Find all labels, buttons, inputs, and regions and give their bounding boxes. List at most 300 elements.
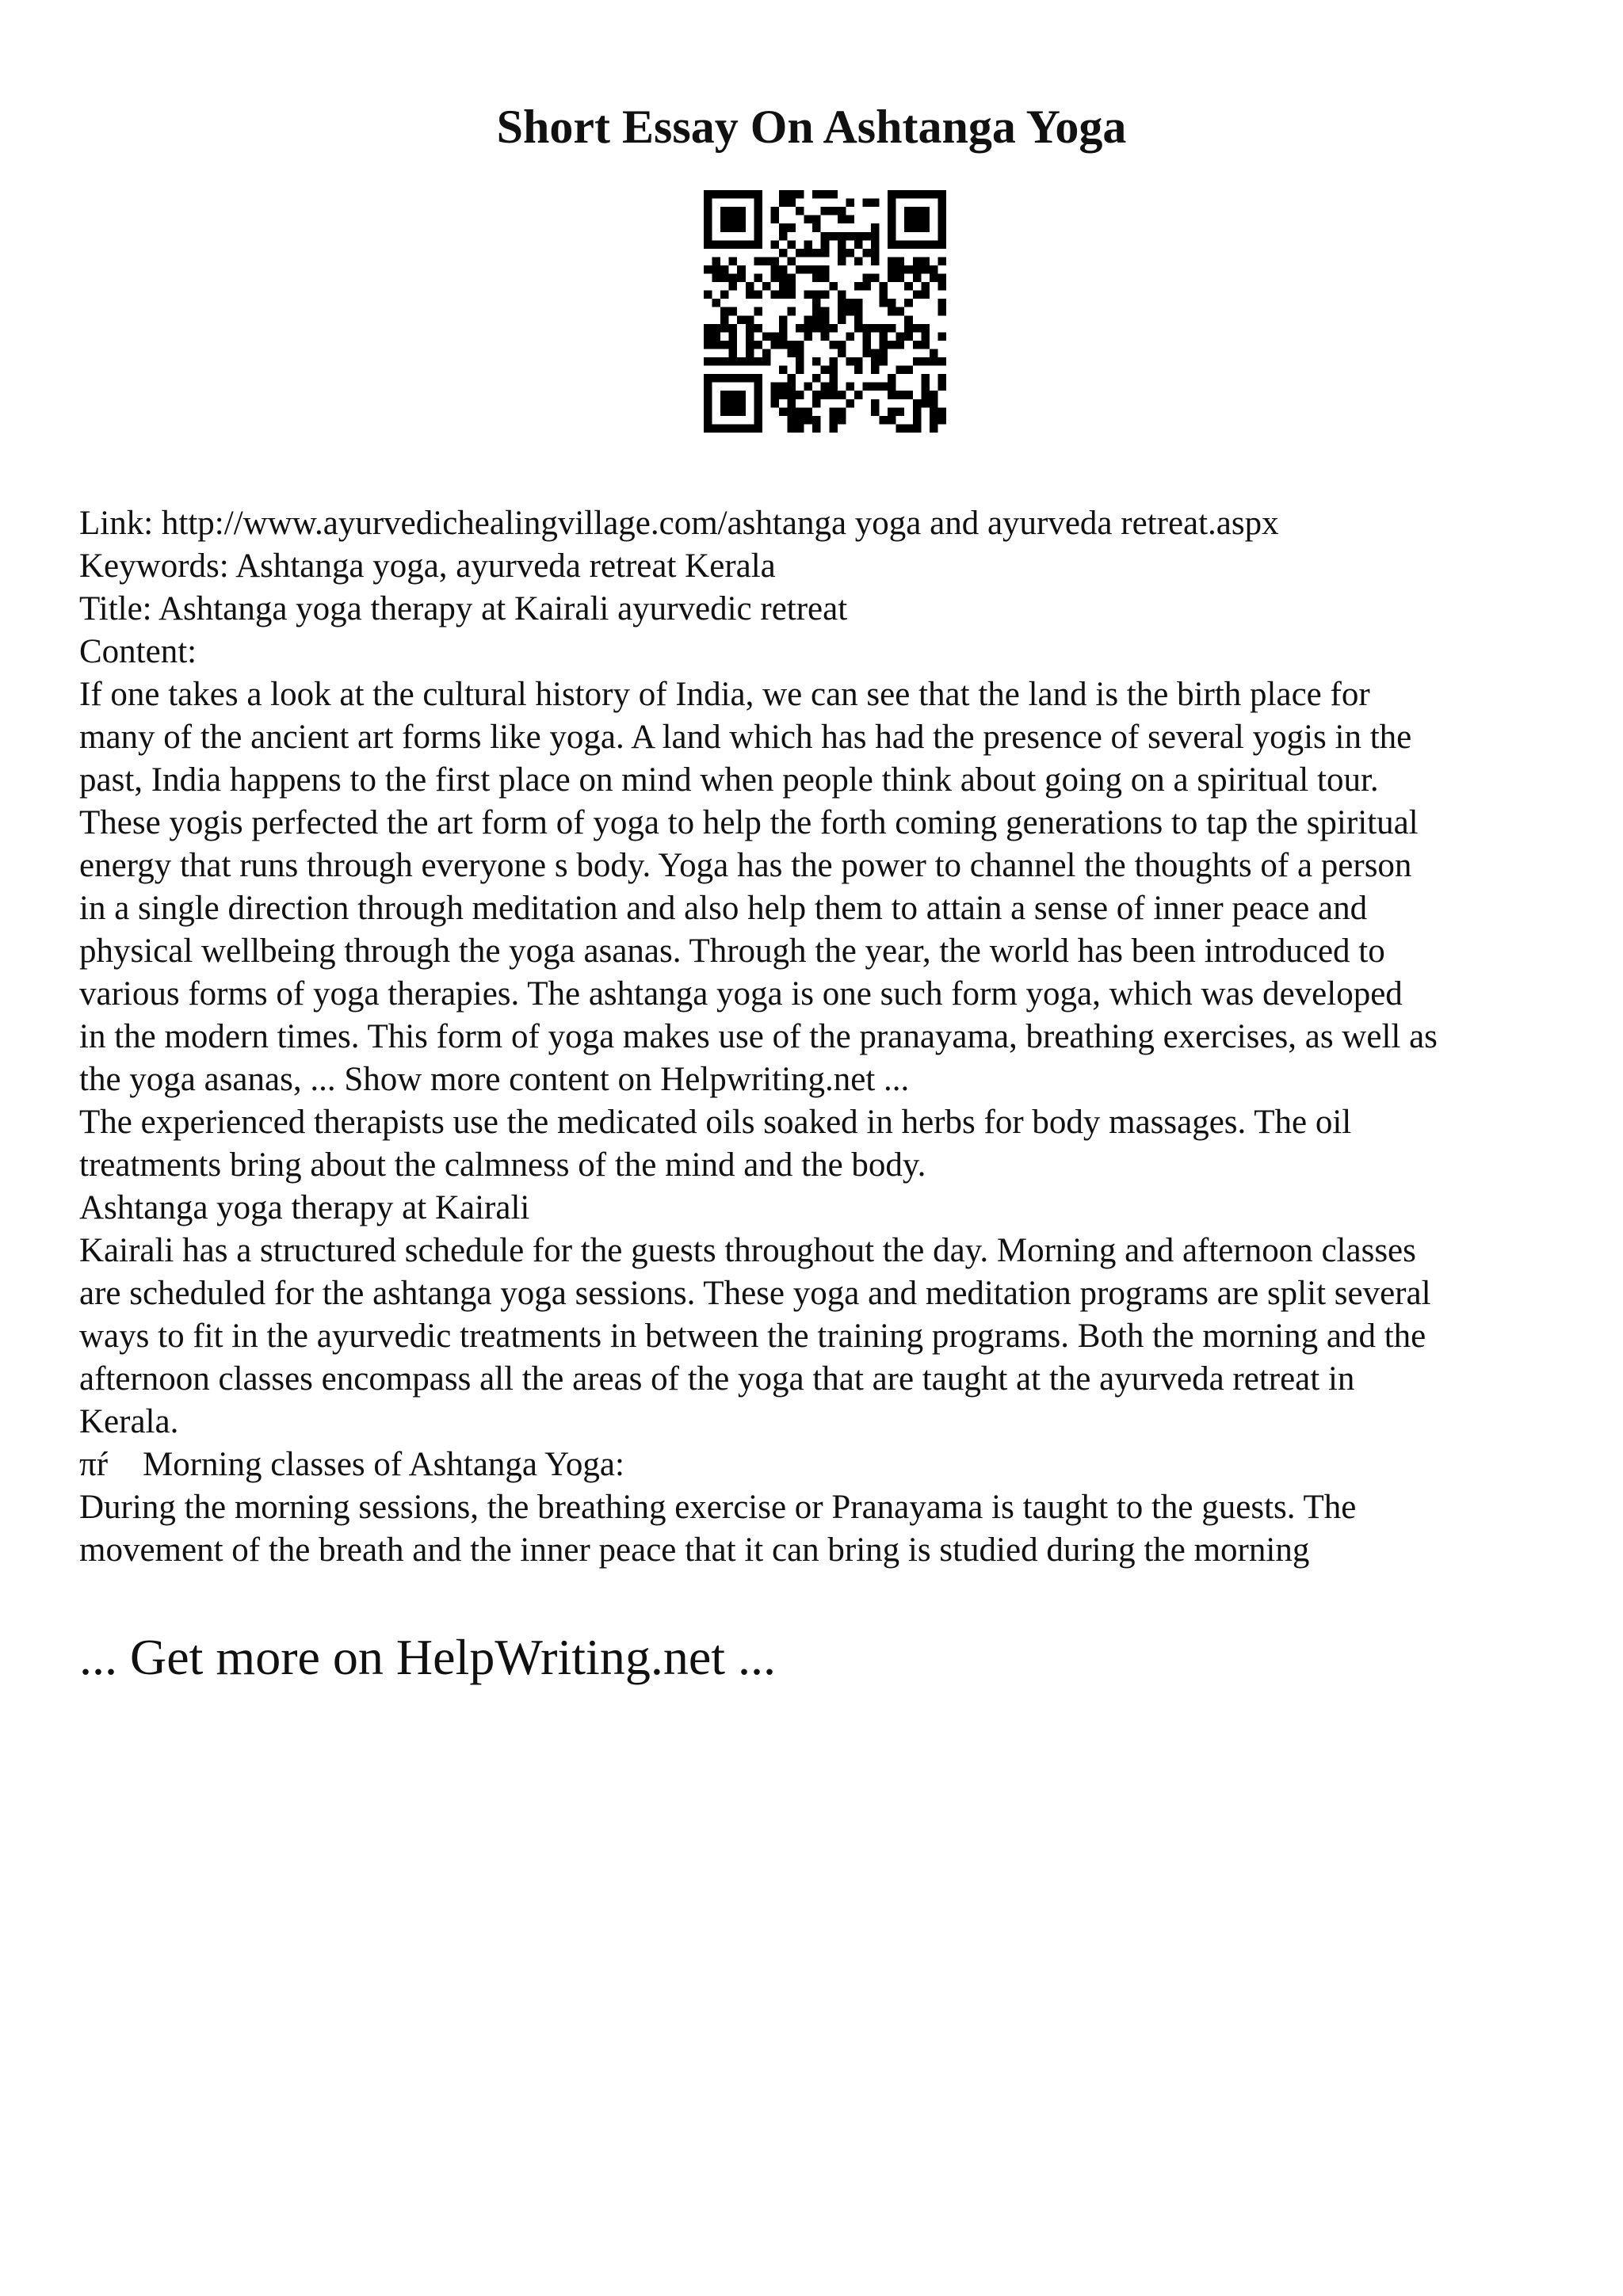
- qr-module: [838, 341, 846, 349]
- qr-module: [854, 366, 863, 375]
- qr-module: [829, 232, 838, 241]
- qr-module: [921, 374, 930, 383]
- qr-module: [720, 307, 729, 316]
- qr-module: [838, 299, 846, 307]
- qr-module: [796, 391, 804, 399]
- qr-module: [880, 324, 888, 333]
- qr-module: [838, 207, 846, 215]
- paragraph-line: in a single direction through meditation and also help them to attain a sense of inner peace and: [79, 890, 1368, 927]
- qr-module: [796, 349, 804, 357]
- qr-module: [779, 282, 788, 291]
- qr-module: [737, 315, 746, 324]
- qr-module: [938, 407, 946, 416]
- qr-module: [888, 265, 896, 274]
- qr-module: [904, 424, 913, 433]
- paragraph-line: the yoga asanas, ... Show more content on Helpwriting.net ...: [79, 1061, 910, 1098]
- qr-module: [796, 190, 804, 199]
- qr-module: [938, 357, 946, 366]
- qr-module: [930, 424, 938, 433]
- qr-module: [770, 341, 779, 349]
- qr-module: [720, 274, 729, 283]
- qr-module: [871, 274, 880, 283]
- qr-module: [779, 315, 788, 324]
- qr-module: [930, 274, 938, 283]
- qr-module: [788, 424, 796, 433]
- qr-module: [720, 291, 729, 299]
- qr-module: [746, 357, 754, 366]
- qr-module: [821, 240, 830, 249]
- qr-module: [779, 190, 788, 199]
- qr-module: [720, 223, 729, 232]
- qr-module: [746, 315, 754, 324]
- qr-module: [938, 299, 946, 307]
- qr-module: [729, 357, 738, 366]
- qr-module: [737, 407, 746, 416]
- qr-module: [812, 374, 821, 383]
- qr-module: [779, 366, 788, 375]
- qr-module: [913, 424, 922, 433]
- qr-module: [846, 215, 854, 224]
- qr-module: [770, 391, 779, 399]
- qr-module: [704, 374, 712, 383]
- qr-module: [888, 240, 896, 249]
- qr-module: [729, 257, 738, 265]
- qr-module: [754, 383, 762, 391]
- qr-module: [913, 240, 922, 249]
- qr-module: [704, 232, 712, 241]
- qr-module: [770, 265, 779, 274]
- qr-module: [938, 240, 946, 249]
- paragraph-line: movement of the breath and the inner peace that it can bring is studied during the morning: [79, 1531, 1310, 1569]
- qr-module: [770, 207, 779, 215]
- qr-module: [729, 374, 738, 383]
- qr-module: [871, 240, 880, 249]
- qr-module: [812, 399, 821, 408]
- qr-module: [779, 407, 788, 416]
- qr-module: [788, 307, 796, 316]
- qr-module: [729, 424, 738, 433]
- bullet-item: [79, 1444, 1553, 1486]
- qr-module: [729, 324, 738, 333]
- qr-module: [829, 207, 838, 215]
- qr-module: [754, 374, 762, 383]
- qr-module: [880, 383, 888, 391]
- qr-module: [712, 341, 721, 349]
- qr-module: [904, 265, 913, 274]
- qr-module: [904, 282, 913, 291]
- qr-module: [754, 215, 762, 224]
- qr-module: [913, 357, 922, 366]
- qr-module: [770, 383, 779, 391]
- qr-module: [779, 324, 788, 333]
- qr-module: [729, 223, 738, 232]
- qr-module: [712, 299, 721, 307]
- paragraph-line: energy that runs through everyone s body. Yoga has the power to channel the thoughts of a person: [79, 847, 1412, 884]
- qr-module: [821, 332, 830, 341]
- qr-module: [846, 332, 854, 341]
- qr-module: [720, 399, 729, 408]
- qr-module: [904, 299, 913, 307]
- qr-module: [904, 315, 913, 324]
- paragraph-line: Kerala.: [79, 1403, 179, 1440]
- qr-module: [871, 223, 880, 232]
- qr-module: [746, 341, 754, 349]
- qr-module: [779, 199, 788, 208]
- qr-module: [737, 265, 746, 274]
- qr-module: [746, 240, 754, 249]
- qr-module: [762, 357, 771, 366]
- qr-module: [729, 282, 738, 291]
- qr-module: [829, 424, 838, 433]
- qr-module: [871, 349, 880, 357]
- qr-module: [871, 249, 880, 257]
- qr-module: [913, 416, 922, 425]
- qr-module: [913, 407, 922, 416]
- qr-module: [871, 357, 880, 366]
- qr-module: [896, 366, 905, 375]
- qr-module: [888, 215, 896, 224]
- qr-module: [888, 232, 896, 241]
- qr-module: [821, 291, 830, 299]
- qr-module: [788, 282, 796, 291]
- qr-module: [704, 391, 712, 399]
- qr-module: [904, 215, 913, 224]
- qr-module: [829, 407, 838, 416]
- qr-module: [779, 332, 788, 341]
- qr-module: [754, 407, 762, 416]
- qr-module: [921, 223, 930, 232]
- qr-module: [896, 424, 905, 433]
- qr-module: [880, 357, 888, 366]
- qr-module: [896, 391, 905, 399]
- qr-module: [862, 341, 871, 349]
- page-title: Short Essay On Ashtanga Yoga: [496, 101, 1127, 153]
- qr-module: [821, 274, 830, 283]
- qr-module: [754, 240, 762, 249]
- qr-module: [921, 324, 930, 333]
- qr-module: [938, 416, 946, 425]
- qr-module: [921, 190, 930, 199]
- qr-module: [746, 291, 754, 299]
- qr-module: [779, 249, 788, 257]
- qr-module: [930, 240, 938, 249]
- qr-module: [754, 291, 762, 299]
- qr-module: [788, 391, 796, 399]
- qr-module: [821, 190, 830, 199]
- qr-module: [720, 207, 729, 215]
- qr-code-icon: [704, 190, 946, 433]
- paragraph-line: These yogis perfected the art form of yoga to help the forth coming generations to tap the spiritual: [79, 804, 1419, 841]
- qr-module: [804, 315, 813, 324]
- qr-module: [913, 207, 922, 215]
- qr-module: [854, 232, 863, 241]
- qr-module: [938, 215, 946, 224]
- qr-module: [938, 282, 946, 291]
- qr-module: [746, 349, 754, 357]
- qr-module: [862, 274, 871, 283]
- qr-module: [921, 257, 930, 265]
- qr-module: [737, 223, 746, 232]
- qr-module: [754, 357, 762, 366]
- qr-module: [737, 274, 746, 283]
- qr-module: [754, 391, 762, 399]
- qr-module: [804, 215, 813, 224]
- qr-module: [804, 249, 813, 257]
- qr-module: [712, 424, 721, 433]
- qr-module: [854, 315, 863, 324]
- qr-module: [896, 257, 905, 265]
- paragraph-line: past, India happens to the first place on mind when people think about going on a spiritual tour.: [79, 761, 1379, 799]
- qr-module: [888, 341, 896, 349]
- qr-module: [737, 374, 746, 383]
- qr-module: [821, 265, 830, 274]
- qr-module: [938, 199, 946, 208]
- qr-module: [862, 332, 871, 341]
- qr-module: [921, 332, 930, 341]
- qr-module: [729, 332, 738, 341]
- qr-module: [913, 324, 922, 333]
- qr-module: [788, 223, 796, 232]
- qr-module: [704, 399, 712, 408]
- qr-module: [930, 407, 938, 416]
- qr-module: [829, 341, 838, 349]
- qr-module: [880, 416, 888, 425]
- qr-module: [796, 357, 804, 366]
- qr-module: [846, 299, 854, 307]
- qr-module: [704, 265, 712, 274]
- qr-module: [754, 399, 762, 408]
- qr-module: [737, 357, 746, 366]
- qr-module: [720, 424, 729, 433]
- qr-module: [812, 307, 821, 316]
- qr-module: [838, 215, 846, 224]
- qr-module: [737, 240, 746, 249]
- qr-module: [896, 341, 905, 349]
- qr-module: [779, 291, 788, 299]
- qr-module: [804, 416, 813, 425]
- qr-module: [754, 341, 762, 349]
- qr-module: [754, 199, 762, 208]
- qr-module: [838, 349, 846, 357]
- qr-module: [754, 324, 762, 333]
- paragraph-line: many of the ancient art forms like yoga. A land which has had the presence of several yogis in the: [79, 719, 1412, 756]
- qr-module: [938, 257, 946, 265]
- qr-module: [704, 240, 712, 249]
- qr-module: [788, 240, 796, 249]
- qr-module: [938, 374, 946, 383]
- qr-module: [720, 240, 729, 249]
- qr-module: [754, 424, 762, 433]
- qr-module: [854, 357, 863, 366]
- paragraph-line: treatments bring about the calmness of the mind and the body.: [79, 1146, 926, 1184]
- qr-module: [704, 291, 712, 299]
- qr-module: [829, 357, 838, 366]
- qr-module: [846, 232, 854, 241]
- qr-module: [930, 357, 938, 366]
- qr-module: [796, 341, 804, 349]
- qr-module: [938, 332, 946, 341]
- qr-module: [729, 399, 738, 408]
- get-more-link[interactable]: ... Get more on HelpWriting.net ...: [79, 1629, 776, 1685]
- qr-module: [921, 282, 930, 291]
- qr-module: [804, 324, 813, 333]
- qr-module: [904, 332, 913, 341]
- qr-module: [704, 424, 712, 433]
- qr-module: [804, 240, 813, 249]
- bullet-text: Morning classes of Ashtanga Yoga:: [143, 1446, 624, 1483]
- qr-module: [871, 407, 880, 416]
- qr-module: [938, 274, 946, 283]
- qr-module: [729, 215, 738, 224]
- qr-module: [704, 332, 712, 341]
- qr-module: [846, 357, 854, 366]
- qr-module: [704, 341, 712, 349]
- qr-module: [921, 207, 930, 215]
- qr-module: [754, 274, 762, 283]
- qr-module: [704, 199, 712, 208]
- qr-module: [796, 249, 804, 257]
- qr-module: [921, 383, 930, 391]
- qr-module: [812, 315, 821, 324]
- qr-module: [712, 274, 721, 283]
- qr-module: [754, 232, 762, 241]
- qr-module: [880, 341, 888, 349]
- qr-module: [788, 407, 796, 416]
- qr-module: [921, 291, 930, 299]
- qr-module: [788, 190, 796, 199]
- qr-module: [804, 332, 813, 341]
- qr-module: [854, 324, 863, 333]
- qr-module: [896, 407, 905, 416]
- qr-module: [737, 207, 746, 215]
- qr-module: [888, 190, 896, 199]
- qr-module: [904, 366, 913, 375]
- qr-module: [762, 282, 771, 291]
- qr-module: [930, 265, 938, 274]
- qr-module: [862, 349, 871, 357]
- qr-module: [913, 399, 922, 408]
- qr-module: [896, 307, 905, 316]
- paragraph-line: If one takes a look at the cultural history of India, we can see that the land is the birth place for: [79, 676, 1370, 713]
- qr-module: [904, 190, 913, 199]
- qr-module: [938, 207, 946, 215]
- qr-module: [796, 366, 804, 375]
- qr-module: [712, 357, 721, 366]
- qr-module: [779, 341, 788, 349]
- qr-module: [913, 265, 922, 274]
- qr-module: [720, 357, 729, 366]
- essay-body: [79, 502, 1553, 1572]
- qr-module: [921, 215, 930, 224]
- qr-module: [729, 407, 738, 416]
- qr-module: [779, 391, 788, 399]
- qr-module: [737, 399, 746, 408]
- qr-module: [754, 223, 762, 232]
- qr-module: [788, 341, 796, 349]
- qr-module: [712, 332, 721, 341]
- qr-module: [770, 291, 779, 299]
- qr-module: [921, 341, 930, 349]
- qr-module: [821, 307, 830, 316]
- qr-module: [712, 374, 721, 383]
- qr-module: [888, 307, 896, 316]
- qr-module: [746, 332, 754, 341]
- qr-module: [888, 324, 896, 333]
- qr-module: [704, 190, 712, 199]
- qr-module: [796, 407, 804, 416]
- qr-module: [770, 332, 779, 341]
- qr-module: [812, 223, 821, 232]
- qr-module: [704, 223, 712, 232]
- qr-module: [921, 391, 930, 399]
- qr-module: [729, 307, 738, 316]
- qr-module: [938, 383, 946, 391]
- qr-module: [720, 315, 729, 324]
- qr-module: [838, 315, 846, 324]
- qr-module: [880, 291, 888, 299]
- qr-module: [704, 383, 712, 391]
- qr-module: [804, 383, 813, 391]
- qr-module: [796, 207, 804, 215]
- qr-module: [888, 391, 896, 399]
- qr-module: [779, 274, 788, 283]
- qr-module: [880, 299, 888, 307]
- qr-module: [888, 257, 896, 265]
- qr-module: [704, 215, 712, 224]
- qr-module: [880, 349, 888, 357]
- qr-module: [913, 291, 922, 299]
- qr-module: [913, 341, 922, 349]
- qr-module: [921, 265, 930, 274]
- qr-module: [812, 265, 821, 274]
- paragraph-line: in the modern times. This form of yoga makes use of the pranayama, breathing exercises, as well as: [79, 1018, 1438, 1055]
- qr-module: [812, 324, 821, 333]
- qr-module: [846, 383, 854, 391]
- qr-module: [854, 282, 863, 291]
- qr-module: [754, 257, 762, 265]
- qr-module: [712, 265, 721, 274]
- qr-module: [930, 391, 938, 399]
- qr-module: [838, 391, 846, 399]
- qr-module: [737, 215, 746, 224]
- qr-module: [896, 265, 905, 274]
- qr-module: [754, 190, 762, 199]
- qr-module: [720, 391, 729, 399]
- qr-module: [788, 399, 796, 408]
- qr-module: [829, 190, 838, 199]
- qr-module: [862, 249, 871, 257]
- section-subheading: Ashtanga yoga therapy at Kairali: [79, 1189, 530, 1226]
- qr-module: [746, 424, 754, 433]
- qr-module: [913, 223, 922, 232]
- qr-module: [913, 257, 922, 265]
- qr-module: [896, 332, 905, 341]
- qr-module: [788, 199, 796, 208]
- qr-module: [821, 391, 830, 399]
- qr-module: [829, 324, 838, 333]
- meta-title: Title: Ashtanga yoga therapy at Kairali ayurvedic retreat: [79, 590, 848, 627]
- qr-module: [913, 215, 922, 224]
- qr-module: [888, 274, 896, 283]
- qr-module: [888, 299, 896, 307]
- qr-module: [812, 357, 821, 366]
- qr-module: [871, 257, 880, 265]
- qr-module: [712, 324, 721, 333]
- qr-module: [704, 416, 712, 425]
- qr-module: [779, 223, 788, 232]
- content-label: Content:: [79, 633, 197, 670]
- qr-module: [838, 249, 846, 257]
